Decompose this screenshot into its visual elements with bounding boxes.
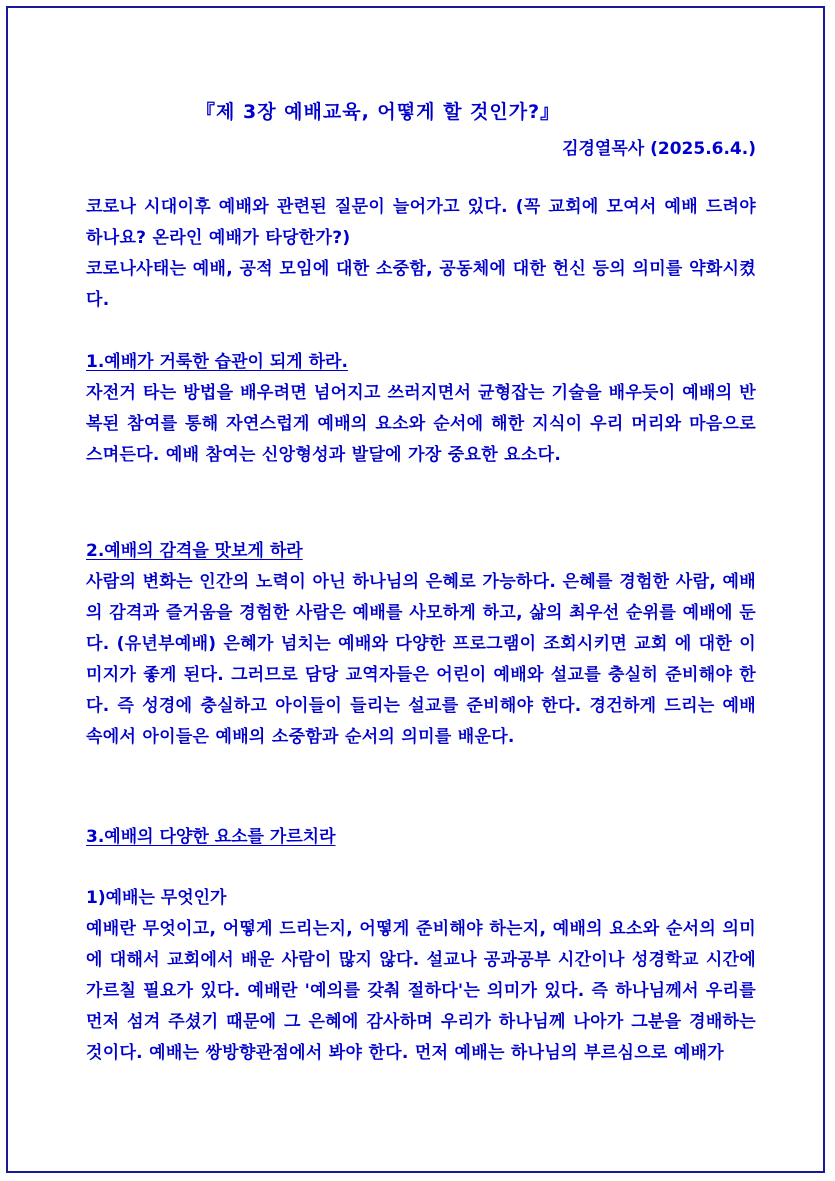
section-1-heading: 1.예배가 거룩한 습관이 되게 하라. [86, 352, 348, 372]
document-title: 『제 3장 예배교육, 어떻게 할 것인가?』 [196, 101, 561, 123]
section-1-paragraph: 자전거 타는 방법을 배우려면 넘어지고 쓰러지면서 균형잡는 기술을 배우듯이 예배의 반복된 참여를 통해 자연스럽게 예배의 요소와 순서에 해한 지식이 우리 머리와 마음으로 스며든다. 예배 참여는 신앙형성과 발달에 가장 중요한 요소다. [86, 383, 756, 465]
section-2-paragraph: 사람의 변화는 인간의 노력이 아닌 하나님의 은혜로 가능하다. 은혜를 경험한 사람, 예배의 감격과 즐거움을 경험한 사람은 예배를 사모하게 하고, 삶의 최우선 순위를 예배에 둔다. (유년부예배) 은혜가 넘치는 예배와 다양한 프로그램이 조회시키면 교회 에 대한 이미지가 좋게 된다. 그러므로 담당 교역자들은 어린이 예배와 설교를 충실히 준비해야 한다. 즉 성경에 충실하고 아이들이 들리는 설교를 준비해야 한다. 경건하게 드리는 예배 속에서 아이들은 예배의 소중함과 순서의 의미를 배운다. [86, 572, 756, 747]
section-2-body [86, 567, 756, 753]
intro-block [86, 192, 756, 316]
section-3-heading: 3.예배의 다양한 요소를 가르치라 [86, 827, 336, 847]
section-3-subheading: 1)예배는 무엇인가 [86, 888, 227, 908]
intro-paragraph-2: 코로나사태는 예배, 공적 모임에 대한 소중함, 공동체에 대한 헌신 등의 의미를 약화시켰다. [86, 259, 756, 310]
intro-paragraph-1: 코로나 시대이후 예배와 관련된 질문이 늘어가고 있다. (꼭 교회에 모여서 예배 드려야 하나요? 온라인 예배가 타당한가?) [86, 197, 756, 248]
section-3-body [86, 914, 756, 1069]
section-1-body [86, 378, 756, 471]
section-2-heading: 2.예배의 감격을 맛보게 하라 [86, 541, 303, 561]
author-line: 김경열목사 (2025.6.4.) [562, 139, 756, 159]
section-3-paragraph: 예배란 무엇이고, 어떻게 드리는지, 어떻게 준비해야 하는지, 예배의 요소와 순서의 의미에 대해서 교회에서 배운 사람이 많지 않다. 설교나 공과공부 시간이나 성경학교 시간에 가르칠 필요가 있다. 예배란 '예의를 갖춰 절하다'는 의미가 있다. 즉 하나님께서 우리를 먼저 섬겨 주셨기 때문에 그 은혜에 감사하며 우리가 하나님께 나아가 그분을 경배하는 것이다. 예배는 쌍방향관점에서 봐야 한다. 먼저 예배는 하나님의 부르심으로 예배가 [86, 919, 756, 1063]
